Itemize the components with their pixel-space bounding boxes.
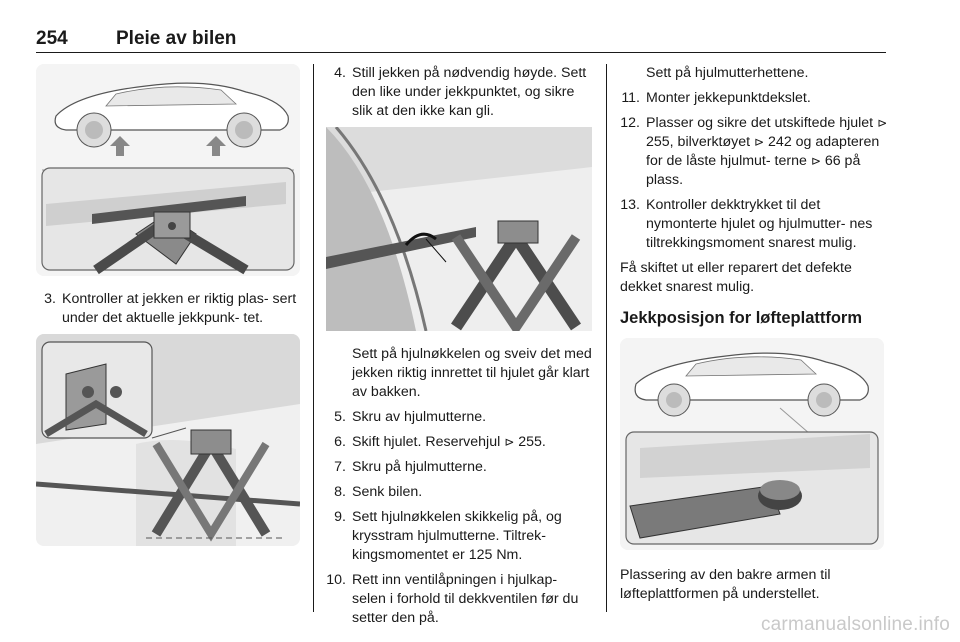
- subsection-heading: Jekkposisjon for løfteplattform: [620, 309, 863, 327]
- step-text: Rett inn ventilåpningen i hjulkap- selen i forhold til dekkventilen før du setter den på.: [352, 572, 579, 626]
- column-2: [326, 64, 592, 634]
- column-divider: [606, 64, 607, 612]
- list-item: [326, 433, 592, 452]
- step-list: [326, 408, 592, 628]
- xref-arrow-icon: ⊳: [877, 116, 888, 130]
- list-item: [326, 508, 592, 565]
- page-reference[interactable]: 255: [646, 134, 670, 150]
- column-divider: [313, 64, 314, 612]
- list-item: [326, 64, 592, 121]
- xref-arrow-icon: ⊳: [810, 154, 821, 168]
- step-text: Plasser og sikre det utskiftede hjulet: [646, 115, 878, 131]
- page-reference[interactable]: 255: [518, 434, 542, 450]
- section-title: Pleie av bilen: [116, 28, 237, 49]
- step-text: på plass.: [646, 153, 861, 188]
- watermark: carmanualsonline.info: [760, 614, 950, 635]
- jack-placement-illustration: [36, 334, 300, 546]
- figure-caption: Plassering av den bakre armen til løfteplattformen på understellet.: [620, 567, 831, 602]
- step-list: [620, 89, 888, 253]
- step-text: , bilverktøyet: [669, 134, 755, 150]
- step-number: 13.: [620, 197, 640, 213]
- list-item: [326, 571, 592, 628]
- step-number: 11.: [621, 90, 640, 106]
- xref-arrow-icon: ⊳: [754, 135, 765, 149]
- step-number: 5.: [334, 409, 346, 425]
- step-text: Kontroller at jekken er riktig plas- sert under det aktuelle jekkpunk- tet.: [62, 291, 297, 326]
- step-text: Sett hjulnøkkelen skikkelig på, og krysstram hjulmutterne. Tiltrek- kingsmomentet er 125 Nm.: [352, 509, 562, 563]
- step-number: 10.: [326, 572, 346, 588]
- jack-point-illustration: [36, 64, 300, 276]
- step-text: Skift hjulet. Reservehjul: [352, 434, 505, 450]
- page-reference[interactable]: 242: [768, 134, 792, 150]
- instruction-paragraph: Få skiftet ut eller reparert det defekte dekket snarest mulig.: [620, 260, 852, 295]
- column-3: [620, 64, 888, 610]
- list-item: [326, 458, 592, 477]
- wheel-brace-illustration: [326, 127, 592, 331]
- step-number: 7.: [334, 459, 346, 475]
- step-text: Senk bilen.: [352, 484, 423, 500]
- step-number: 3.: [44, 291, 56, 307]
- list-item: [326, 408, 592, 427]
- step-text: Monter jekkepunktdekslet.: [646, 90, 811, 106]
- column-1: [36, 64, 300, 546]
- step-text: Skru av hjulmutterne.: [352, 409, 487, 425]
- page-header: [36, 28, 886, 53]
- step-text: .: [541, 434, 546, 450]
- step-text: og adapteren for de låste hjulmut- terne: [646, 134, 880, 169]
- list-item: [620, 114, 888, 190]
- step-number: 4.: [334, 65, 346, 81]
- step-number: 9.: [334, 509, 346, 525]
- step-list: [36, 290, 300, 328]
- list-item: [620, 89, 888, 108]
- page-reference[interactable]: 66: [824, 153, 841, 169]
- step-number: 6.: [334, 434, 346, 450]
- step-text: Skru på hjulmutterne.: [352, 459, 487, 475]
- lift-platform-illustration: [620, 338, 884, 550]
- list-item: [620, 196, 888, 253]
- step-number: 8.: [334, 484, 346, 500]
- instruction-paragraph: Sett på hjulmutterhettene.: [646, 65, 809, 81]
- instruction-paragraph: Sett på hjulnøkkelen og sveiv det med jekken riktig innrettet til hjulet går klart av bakken.: [352, 346, 592, 400]
- step-text: Kontroller dekktrykket til det nymonterte hjulet og hjulmutter- nes tiltrekkingsmoment snarest mulig.: [646, 197, 873, 251]
- step-text: Still jekken på nødvendig høyde. Sett den like under jekkpunktet, og sikre slik at den ikke kan gli.: [352, 65, 587, 119]
- list-item: [326, 483, 592, 502]
- page-number: 254: [36, 28, 68, 49]
- step-list: [326, 64, 592, 121]
- step-number: 12.: [620, 115, 640, 131]
- list-item: [36, 290, 300, 328]
- xref-arrow-icon: ⊳: [504, 435, 515, 449]
